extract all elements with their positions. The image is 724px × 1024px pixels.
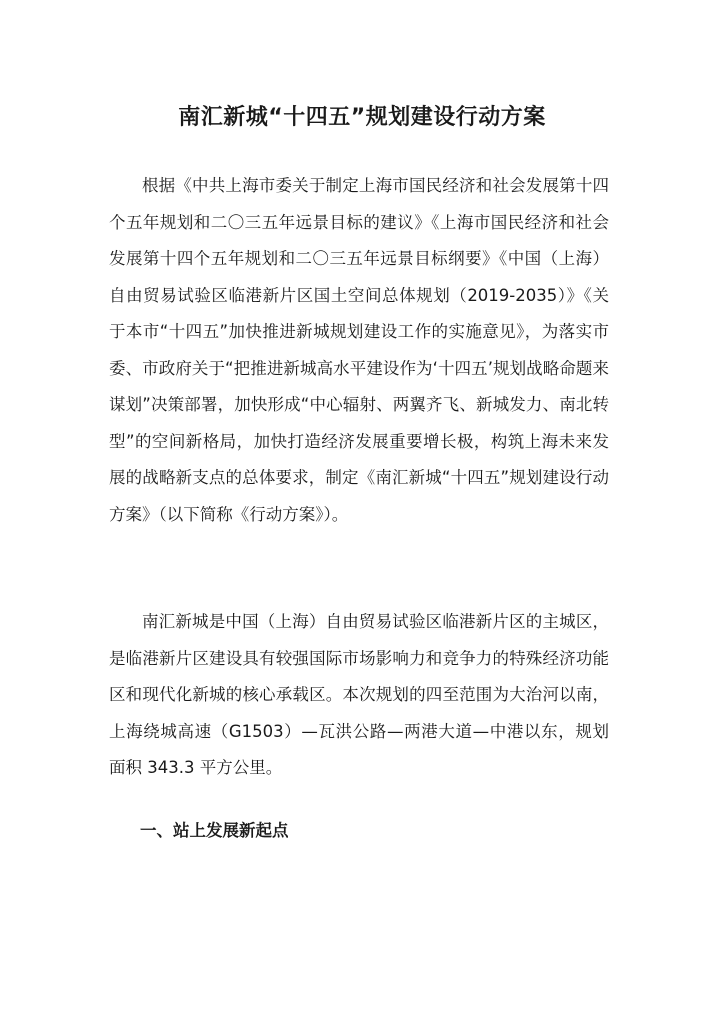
section-heading: 一、站上发展新起点 — [140, 821, 289, 840]
paragraph-overview: 南汇新城是中国（上海）自由贸易试验区临港新片区的主城区，是临港新片区建设具有较强国际市场影响力和竞争力的特殊经济功能区和现代化新城的核心承载区。本次规划的四至范围为大治河以南，上海绕城高速（G1503）—瓦洪公路—两港大道—中港以东，规划面积 343.3 平方公里。 — [109, 612, 609, 777]
paragraph-basis: 根据《中共上海市委关于制定上海市国民经济和社会发展第十四个五年规划和二〇三五年远景目标的建议》《上海市国民经济和社会发展第十四个五年规划和二〇三五年远景目标纲要》《中国（上海）自由贸易试验区临港新片区国土空间总体规划（2019-2035）》《关于本市“十四五”加快推进新城规划建设工作的实施意见》，为落实市委、市政府关于“把推进新城高水平建设作为‘十四五’规划战略命题来谋划”决策部署，加快形成“中心辐射、两翼齐飞、新城发力、南北转型”的空间新格局，加快打造经济发展重要增长极，构筑上海未来发展的战略新支点的总体要求，制定《南汇新城“十四五”规划建设行动方案》（以下简称《行动方案》）。 — [109, 176, 609, 524]
document-title: 南汇新城“十四五”规划建设行动方案 — [178, 105, 546, 130]
